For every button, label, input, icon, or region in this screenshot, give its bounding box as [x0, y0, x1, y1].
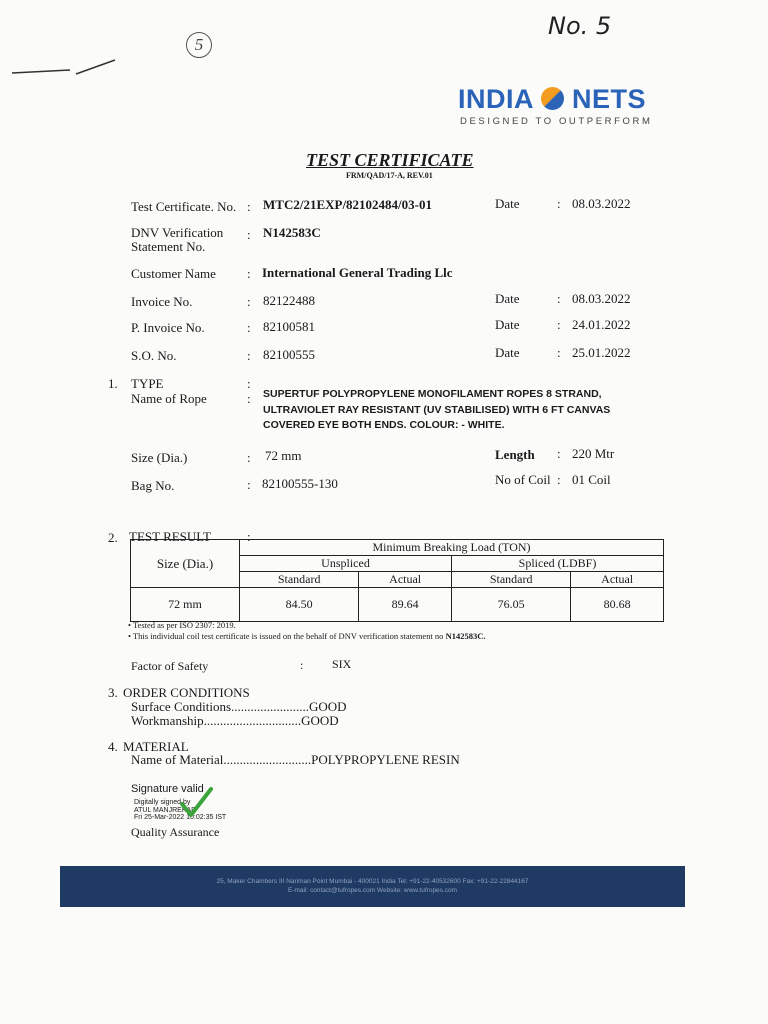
invoice-date-value: 08.03.2022 — [572, 291, 631, 306]
colon: : — [247, 477, 251, 492]
table-cell-unspliced-standard: 84.50 — [240, 588, 359, 622]
footer-address: 25, Maker Chambers III Nariman Point Mumbai - 400021 India Tel: +91-22-40532600 Fax: +91-22-22844167 — [216, 878, 529, 885]
table-header-spliced: Spliced (LDBF) — [451, 556, 663, 572]
p-invoice-label: P. Invoice No. — [131, 320, 205, 335]
test-result-heading: TEST RESULT — [129, 529, 211, 544]
colon: : — [247, 199, 251, 214]
dnv-label: DNV Verification Statement No. — [131, 225, 224, 254]
digital-signature-block: Digitally signed by ATUL MANJREKAR Fri 25-Mar-2022 10:02:35 IST — [134, 799, 227, 821]
test-notes — [128, 620, 485, 641]
footer-bar — [60, 866, 685, 907]
order-surface-line: Surface Conditions........................GOOD — [131, 699, 347, 714]
safety-value: SIX — [332, 657, 352, 671]
note-item: • This individual coil test certificate is issued on the behalf of DNV verification statement no N142583C. — [128, 630, 486, 641]
colon: : — [247, 320, 251, 335]
table-header-size: Size (Dia.) — [131, 540, 240, 588]
customer-label: Customer Name — [131, 266, 216, 281]
colon: : — [247, 376, 251, 391]
test-result-table — [130, 539, 664, 622]
colon: : — [557, 196, 561, 211]
cert-date-value: 08.03.2022 — [572, 196, 631, 211]
section-number: 2. — [108, 530, 118, 545]
table-cell-spliced-standard: 76.05 — [451, 588, 570, 622]
certificate-title: TEST CERTIFICATE — [306, 150, 474, 170]
date-label: Date — [495, 345, 520, 360]
invoice-value: 82122488 — [263, 293, 315, 308]
table-header-unspliced: Unspliced — [240, 556, 452, 572]
colon: : — [557, 345, 561, 360]
coil-label: No of Coil — [495, 472, 551, 487]
colon: : — [247, 227, 251, 242]
footer-contact: E-mail: contact@tufropes.com Website: www.tufropes.com — [287, 887, 458, 894]
type-heading: TYPE — [131, 376, 164, 391]
table-cell-spliced-actual: 80.68 — [571, 588, 664, 622]
colon: : — [247, 391, 251, 406]
colon: : — [247, 294, 251, 309]
table-header-actual: Actual — [359, 572, 452, 588]
date-label: Date — [495, 196, 520, 211]
colon: : — [247, 348, 251, 363]
colon: : — [557, 317, 561, 332]
section-number: 1. — [108, 376, 118, 391]
colon: : — [247, 266, 251, 281]
order-heading: ORDER CONDITIONS — [123, 685, 250, 700]
table-cell-size: 72 mm — [131, 588, 240, 622]
order-workmanship-line: Workmanship..............................GOOD — [131, 713, 339, 728]
p-invoice-value: 82100581 — [263, 319, 315, 334]
cert-no-value: MTC2/21EXP/82102484/03-01 — [263, 197, 432, 212]
india-nets-logo — [458, 84, 658, 127]
table-header-actual: Actual — [571, 572, 664, 588]
date-label: Date — [495, 317, 520, 332]
table-header-mbl: Minimum Breaking Load (TON) — [240, 540, 664, 556]
table-header-standard: Standard — [240, 572, 359, 588]
note-item: • Tested as per ISO 2307: 2019. — [128, 620, 236, 630]
length-label: Length — [495, 447, 535, 462]
date-label: Date — [495, 291, 520, 306]
form-reference: FRM/QAD/17-A, REV.01 — [346, 171, 433, 180]
size-value: 72 mm — [265, 448, 302, 463]
table-cell-unspliced-actual: 89.64 — [359, 588, 452, 622]
length-value: 220 Mtr — [572, 446, 615, 461]
bag-value: 82100555-130 — [262, 476, 338, 491]
material-heading: MATERIAL — [123, 739, 189, 754]
so-value: 82100555 — [263, 347, 315, 362]
table-row — [131, 588, 664, 622]
so-label: S.O. No. — [131, 348, 177, 363]
handwritten-dash-marks — [10, 55, 120, 85]
signature-status: Signature valid — [131, 783, 204, 795]
logo-ball-icon — [541, 87, 564, 110]
customer-value: International General Trading Llc — [262, 265, 453, 280]
colon: : — [557, 446, 561, 461]
logo-nets-text: NETS — [572, 84, 647, 114]
p-invoice-date-value: 24.01.2022 — [572, 317, 631, 332]
logo-india-text: INDIA — [458, 84, 533, 114]
logo-tagline: DESIGNED TO OUTPERFORM — [460, 116, 653, 127]
colon: : — [557, 472, 561, 487]
invoice-label: Invoice No. — [131, 294, 193, 309]
section-number: 4. — [108, 739, 118, 754]
valid-check-icon — [178, 786, 214, 820]
handwritten-page-number: No. 5 — [548, 12, 612, 40]
colon: : — [300, 658, 304, 672]
colon: : — [557, 291, 561, 306]
rope-description: SUPERTUF POLYPROPYLENE MONOFILAMENT ROPES 8 STRAND, ULTRAVIOLET RAY RESISTANT (UV STABILISED) WITH 6 FT CANVAS COVERED EYE BOTH ENDS. COLOUR: - WHITE. — [263, 388, 611, 431]
table-header-standard: Standard — [451, 572, 570, 588]
rope-label: Name of Rope — [131, 391, 207, 406]
handwritten-circled-number: 5 — [186, 32, 212, 58]
safety-label: Factor of Safety — [131, 659, 209, 673]
cert-no-label: Test Certificate. No. — [131, 199, 237, 214]
dnv-value: N142583C — [263, 225, 321, 240]
bag-label: Bag No. — [131, 478, 175, 493]
material-line: Name of Material...........................POLYPROPYLENE RESIN — [131, 752, 460, 767]
colon: : — [247, 529, 251, 544]
colon: : — [247, 450, 251, 465]
size-label: Size (Dia.) — [131, 450, 188, 465]
signature-role: Quality Assurance — [131, 825, 220, 839]
section-number: 3. — [108, 685, 118, 700]
so-date-value: 25.01.2022 — [572, 345, 631, 360]
coil-value: 01 Coil — [572, 472, 611, 487]
